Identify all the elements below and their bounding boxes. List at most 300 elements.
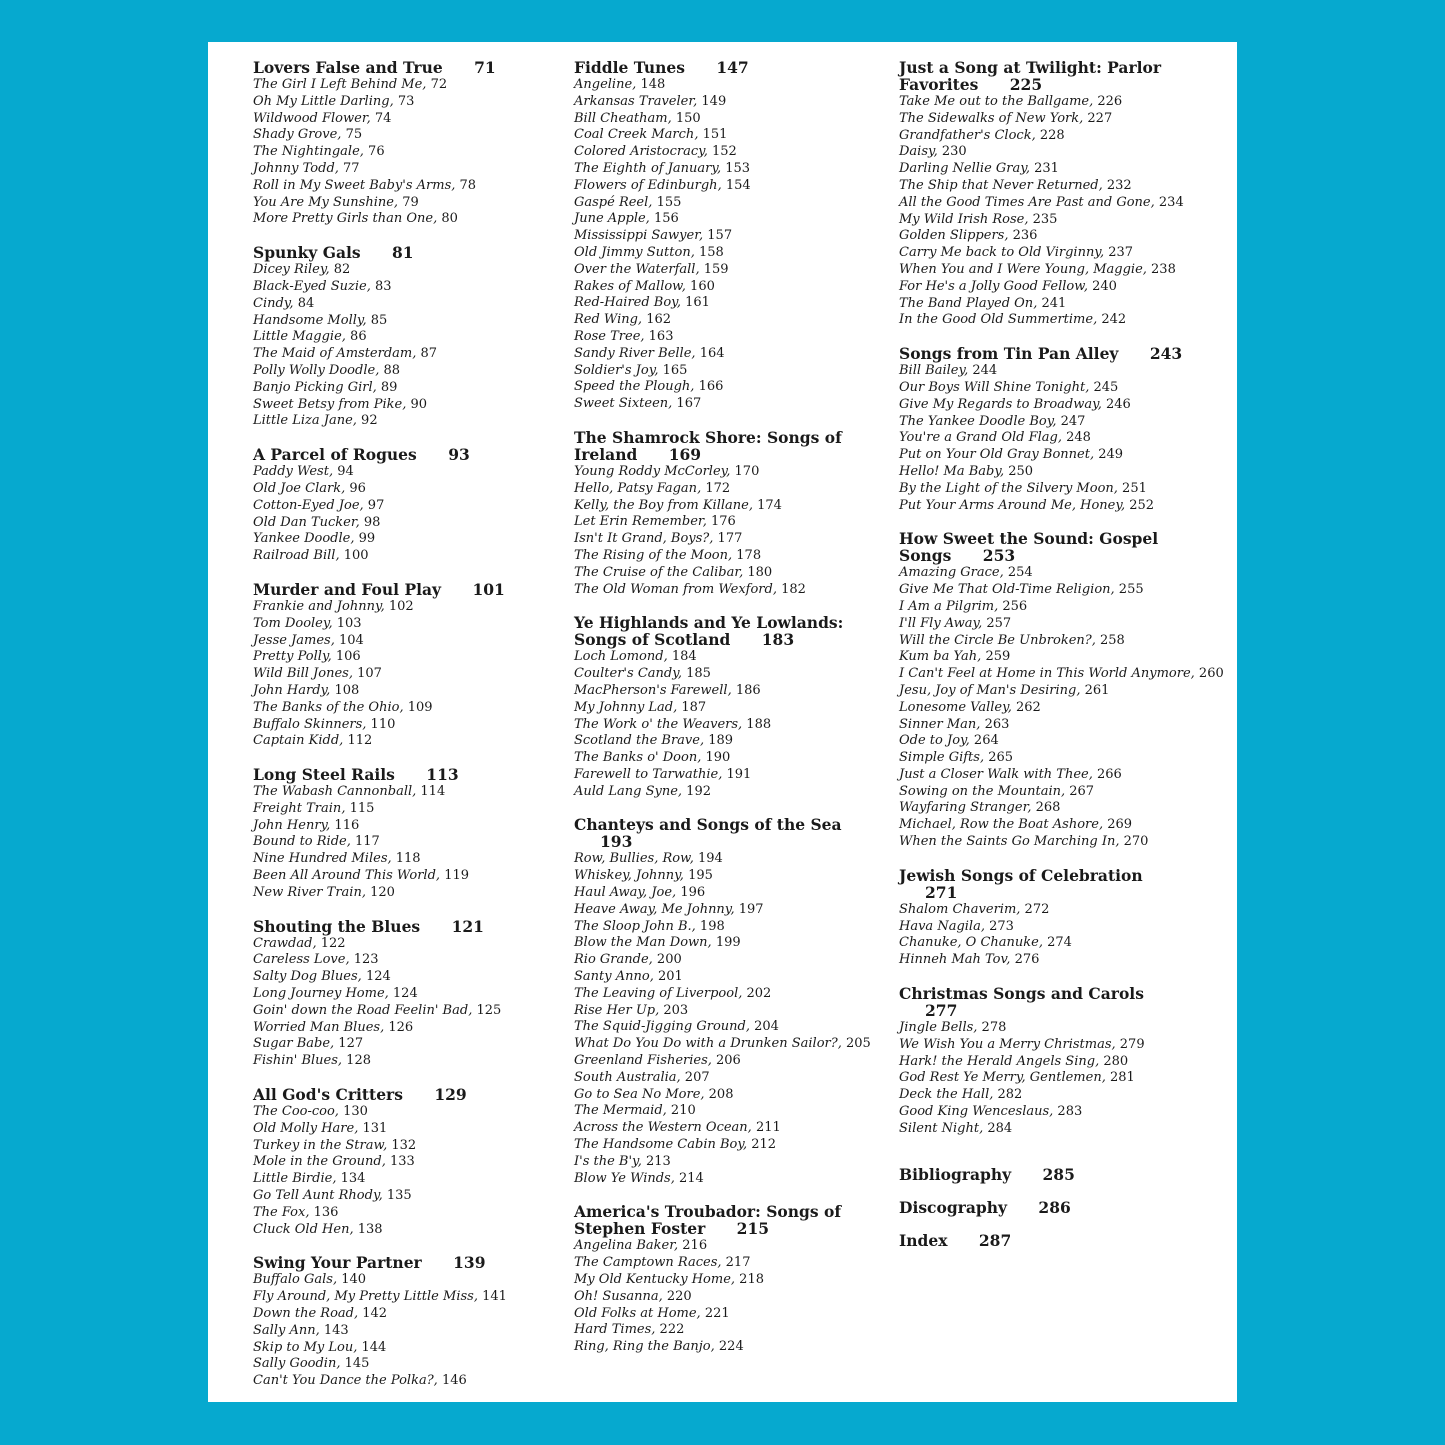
song-title: Wild Bill Jones [253,666,349,682]
song-page-number: 276 [1014,952,1040,968]
song-entry: Careless Love, 123 [253,952,379,968]
song-title: Buffalo Gals [253,1272,333,1288]
song-page-number: 257 [986,615,1012,631]
song-title: Little Birdie [253,1171,333,1187]
song-page-number: 203 [663,1002,689,1018]
song-title: Goin' down the Road Feelin' Bad [253,1002,469,1018]
song-entry: The Coo-coo, 130 [253,1104,368,1120]
song-title: Gaspé Reel [574,194,649,210]
song-page-number: 94 [337,464,354,480]
song-title: By the Light of the Silvery Moon [899,480,1114,496]
song-entry: Silent Night, 284 [899,1120,1013,1136]
song-title: Just a Closer Walk with Thee [899,766,1089,782]
section-page-number: 183 [761,630,795,650]
song-page-number: 260 [1198,666,1224,682]
song-page-number: 116 [334,817,360,833]
song-title: Jesu, Joy of Man's Desiring [899,682,1077,698]
song-title: Freight Train [253,800,342,816]
song-title: When You and I Were Young, Maggie [899,261,1143,277]
section-page-number: 147 [716,58,749,77]
section-title: Christmas Songs and Carols [899,984,1144,1004]
contents-section [574,429,884,598]
song-page-number: 200 [656,952,682,968]
song-entry: God Rest Ye Merry, Gentlemen, 281 [899,1070,1135,1086]
song-title: Careless Love [253,952,346,968]
song-title: Been All Around This World [253,868,436,884]
song-page-number: 124 [365,969,391,985]
song-page-number: 100 [343,548,369,564]
song-page-number: 79 [402,194,419,210]
song-entry: Young Roddy McCorley, 170 [574,463,760,479]
song-entry: Speed the Plough, 166 [574,379,724,395]
song-title: Long Journey Home [253,986,385,1002]
song-title: Amazing Grace [899,565,1000,581]
section-title: A Parcel of Rogues [253,445,417,465]
song-title: Sinner Man [899,716,977,732]
song-title: Fly Around, My Pretty Little Miss [253,1289,474,1305]
song-page-number: 110 [370,716,396,732]
song-entry: Little Maggie, 86 [253,329,367,345]
song-page-number: 241 [1041,295,1067,311]
song-entry: John Hardy, 108 [253,682,360,698]
song-entry: Sugar Babe, 127 [253,1036,364,1052]
song-title: Heave Away, Me Johnny [574,901,731,917]
song-entry: Pretty Polly, 106 [253,649,361,665]
song-page-number: 163 [648,328,674,344]
song-entry: Little Birdie, 134 [253,1171,366,1187]
song-page-number: 198 [699,918,725,934]
song-title: Johnny Todd [253,160,335,176]
section-heading [574,59,884,76]
song-entry: I Can't Feel at Home in This World Anymore, 260 [899,666,1224,682]
song-title: Shady Grove [253,127,338,143]
back-matter-page-number: 287 [978,1230,1012,1250]
song-entry: Carry Me back to Old Virginny, 237 [899,245,1134,261]
song-title: Polly Wolly Doodle [253,362,376,378]
song-page-number: 207 [684,1069,710,1085]
song-title: Colored Aristocracy [574,144,704,160]
song-title: Old Jimmy Sutton [574,244,691,260]
song-title: John Henry [253,817,327,833]
song-entry: The Maid of Amsterdam, 87 [253,346,438,362]
song-page-number: 112 [347,733,373,749]
song-title: Rio Grande [574,952,649,968]
song-entry: You Are My Sunshine, 79 [253,194,419,210]
song-entry: Auld Lang Syne, 192 [574,783,711,799]
song-page-number: 74 [374,110,392,126]
section-heading [574,614,884,648]
song-entry: Rio Grande, 200 [574,952,682,968]
contents-section [899,985,1199,1138]
song-entry: Give Me That Old-Time Religion, 255 [899,582,1144,598]
section-heading [253,766,563,783]
song-entry: Old Joe Clark, 96 [253,480,366,496]
song-entry: Greenland Fisheries, 206 [574,1053,741,1069]
song-page-number: 154 [725,177,751,193]
song-page-number: 196 [680,885,706,901]
song-title: Blow Ye Winds [574,1170,671,1186]
section-title: Murder and Foul Play [253,579,442,599]
song-title: Go to Sea No More [574,1086,701,1102]
song-page-number: 265 [988,750,1014,766]
song-page-number: 268 [1035,800,1061,816]
section-page-number: 271 [925,882,958,902]
song-entry: MacPherson's Farewell, 186 [574,682,761,698]
song-entry: Handsome Molly, 85 [253,312,388,328]
section-title: How Sweet the Sound: Gospel Songs [899,529,1159,566]
song-entry: Sandy River Belle, 164 [574,345,725,361]
song-entry: Red-Haired Boy, 161 [574,295,710,311]
song-entry: Bill Cheatham, 150 [574,110,701,126]
song-entry: My Wild Irish Rose, 235 [899,211,1058,227]
song-title: Shalom Chaverim [899,901,1017,917]
song-title: Soldier's Joy [574,362,655,378]
song-entry: Row, Bullies, Row, 194 [574,851,723,867]
song-page-number: 212 [751,1137,777,1153]
song-title: My Wild Irish Rose [899,211,1025,227]
song-page-number: 245 [1093,379,1119,395]
section-heading [899,59,1199,93]
song-page-number: 170 [734,463,760,479]
song-entry: The Mermaid, 210 [574,1103,696,1119]
song-title: South Australia [574,1069,677,1085]
song-title: Crawdad [253,935,313,951]
song-page-number: 267 [1069,783,1095,799]
song-entry: Can't You Dance the Polka?, 146 [253,1373,467,1389]
song-entry: The Eighth of January, 153 [574,160,751,176]
song-entry: I's the B'y, 213 [574,1153,671,1169]
section-title: Jewish Songs of Celebration [899,865,1143,885]
song-page-number: 119 [444,868,470,884]
song-entry: Sweet Sixteen, 167 [574,396,702,412]
contents-section [574,614,884,800]
song-title: Put Your Arms Around Me, Honey [899,497,1121,513]
song-page-number: 128 [346,1053,371,1069]
song-page-number: 284 [987,1120,1013,1136]
song-entry: Will the Circle Be Unbroken?, 258 [899,632,1125,648]
song-page-number: 123 [353,952,379,968]
song-entry: Fly Around, My Pretty Little Miss, 141 [253,1289,507,1305]
song-title: Grandfather's Clock [899,127,1032,143]
song-entry: The Sloop John B., 198 [574,918,725,934]
song-title: Can't You Dance the Polka? [253,1373,434,1389]
song-page-number: 273 [989,918,1014,934]
song-entry: Good King Wenceslaus, 283 [899,1104,1083,1120]
song-entry: Sowing on the Mountain, 267 [899,783,1095,799]
song-title: Sugar Babe [253,1036,331,1052]
back-matter [899,1166,1199,1249]
contents-section [253,446,563,565]
song-entry: Farewell to Tarwathie, 191 [574,766,752,782]
song-entry: Oh My Little Darling, 73 [253,93,415,109]
song-title: The Nightingale [253,144,360,160]
section-heading [899,345,1199,362]
song-title: Chanuke, O Chanuke [899,935,1039,951]
song-entry: Over the Waterfall, 159 [574,261,729,277]
song-entry: Take Me out to the Ballgame, 226 [899,94,1123,109]
song-page-number: 158 [698,244,724,260]
section-title: Swing Your Partner [253,1253,422,1273]
song-entry: My Johnny Lad, 187 [574,699,707,715]
song-title: Old Folks at Home [574,1305,697,1321]
song-title: The Cruise of the Calibar [574,564,740,580]
song-title: The Camptown Races [574,1255,718,1271]
song-page-number: 252 [1129,497,1155,513]
song-entry: Black-Eyed Suzie, 83 [253,278,392,294]
song-title: Roll in My Sweet Baby's Arms [253,177,452,193]
song-page-number: 238 [1151,261,1176,277]
section-heading [253,581,563,598]
song-page-number: 270 [1123,834,1149,850]
song-page-number: 86 [350,329,367,345]
song-page-number: 195 [688,868,713,884]
song-page-number: 172 [705,480,731,496]
song-page-number: 246 [1106,396,1131,412]
song-page-number: 182 [781,581,806,597]
song-title: Buffalo Skinners [253,716,363,732]
song-entry: The Work o' the Weavers, 188 [574,716,772,732]
song-page-number: 230 [941,144,967,160]
song-page-number: 235 [1032,211,1058,227]
song-entry: South Australia, 207 [574,1069,710,1085]
song-entry: Daisy, 230 [899,144,967,160]
song-title: We Wish You a Merry Christmas [899,1036,1112,1052]
song-page-number: 103 [336,615,362,631]
song-title: Rose Tree [574,328,641,344]
song-page-number: 247 [1060,413,1086,429]
song-page-number: 152 [712,144,737,160]
song-page-number: 142 [362,1306,388,1322]
section-title: Just a Song at Twilight: Parlor Favorites [899,58,1162,94]
song-entry: Crawdad, 122 [253,935,346,951]
song-page-number: 151 [702,127,728,143]
song-entry: The Handsome Cabin Boy, 212 [574,1137,777,1153]
song-page-number: 261 [1084,682,1110,698]
song-title: You Are My Sunshine [253,194,394,210]
song-page-number: 264 [973,733,999,749]
section-heading [574,816,884,850]
contents-section [253,59,563,228]
song-title: Yankee Doodle [253,531,351,547]
song-title: Put on Your Old Gray Bonnet [899,447,1090,463]
song-page-number: 108 [334,682,360,698]
song-entry: Skip to My Lou, 144 [253,1339,387,1355]
song-page-number: 177 [717,531,743,547]
song-page-number: 109 [407,699,433,715]
song-entry: Scotland the Brave, 189 [574,733,734,749]
song-entry: Chanuke, O Chanuke, 274 [899,935,1072,951]
song-page-number: 134 [340,1171,366,1187]
song-title: Cotton-Eyed Joe [253,497,360,513]
contents-section [574,59,884,413]
song-title: Loch Lomond [574,649,664,665]
contents-column-3 [899,58,1224,1265]
song-entry: Blow Ye Winds, 214 [574,1170,704,1186]
song-title: Let Erin Remember [574,514,703,530]
song-title: New River Train [253,884,362,900]
song-entry: In the Good Old Summertime, 242 [899,312,1127,328]
song-page-number: 166 [698,379,724,395]
contents-section [253,581,563,750]
song-title: Santy Anno [574,969,650,985]
song-entry: Deck the Hall, 282 [899,1087,1023,1103]
song-page-number: 262 [1016,699,1041,715]
song-entry: Loch Lomond, 184 [574,649,697,665]
song-title: MacPherson's Farewell [574,682,728,698]
song-page-number: 218 [739,1272,764,1288]
song-title: Farewell to Tarwathie [574,766,719,782]
song-entry: Hinneh Mah Tov, 276 [899,952,1040,968]
song-entry: All the Good Times Are Past and Gone, 234 [899,194,1184,210]
song-page-number: 228 [1039,127,1065,143]
contents-section [899,529,1224,851]
song-entry: Mole in the Ground, 133 [253,1154,415,1170]
song-title: Cluck Old Hen [253,1221,350,1237]
song-entry: Frankie and Johnny, 102 [253,598,414,614]
section-page-number: 101 [472,579,505,599]
song-title: June Apple [574,211,646,227]
song-entry: For He's a Jolly Good Fellow, 240 [899,278,1117,294]
song-page-number: 208 [708,1086,734,1102]
song-title: Tom Dooley [253,615,329,631]
song-entry: Polly Wolly Doodle, 88 [253,362,400,378]
song-title: More Pretty Girls than One [253,211,434,227]
song-entry: The Leaving of Liverpool, 202 [574,985,772,1001]
song-title: Auld Lang Syne [574,783,678,799]
song-title: Young Roddy McCorley [574,463,727,479]
song-title: When the Saints Go Marching In [899,834,1116,850]
song-entry: Lonesome Valley, 262 [899,699,1041,715]
song-title: The Leaving of Liverpool [574,985,739,1001]
song-page-number: 202 [746,985,772,1001]
song-entry: Turkey in the Straw, 132 [253,1137,417,1153]
song-entry: Cotton-Eyed Joe, 97 [253,497,385,513]
song-entry: Long Journey Home, 124 [253,986,418,1002]
section-heading [253,918,563,935]
song-entry: Simple Gifts, 265 [899,750,1014,766]
contents-column-1 [253,59,563,1406]
song-page-number: 255 [1118,582,1144,598]
song-entry: The Old Woman from Wexford, 182 [574,581,806,597]
song-page-number: 194 [697,851,723,867]
contents-section [899,345,1199,514]
song-page-number: 88 [383,362,400,378]
song-page-number: 281 [1109,1070,1135,1086]
song-title: Hark! the Herald Angels Sing [899,1053,1096,1069]
song-page-number: 266 [1097,766,1122,782]
song-page-number: 140 [341,1272,367,1288]
song-entry: More Pretty Girls than One, 80 [253,211,458,227]
song-page-number: 73 [397,93,415,109]
song-entry: Haul Away, Joe, 196 [574,885,706,901]
song-entry: New River Train, 120 [253,884,395,900]
song-entry: Colored Aristocracy, 152 [574,144,737,160]
song-title: Little Maggie [253,329,342,345]
song-page-number: 126 [388,1019,414,1035]
song-page-number: 98 [363,514,381,530]
back-matter-title: Index [899,1230,948,1250]
song-page-number: 92 [361,413,378,429]
song-page-number: 106 [335,649,361,665]
song-entry: Captain Kidd, 112 [253,733,373,749]
song-entry: Go Tell Aunt Rhody, 135 [253,1188,412,1204]
section-title: America's Troubador: Songs of Stephen Foster [574,1202,841,1239]
song-title: Give Me That Old-Time Religion [899,582,1111,598]
song-entry: Been All Around This World, 119 [253,868,470,884]
song-title: Hava Nagila [899,918,981,934]
song-entry: Blow the Man Down, 199 [574,935,741,951]
song-entry: Sinner Man, 263 [899,716,1010,732]
song-entry: Freight Train, 115 [253,800,375,816]
song-title: The Maid of Amsterdam [253,346,413,362]
song-title: Row, Bullies, Row [574,851,690,867]
song-title: Will the Circle Be Unbroken? [899,632,1092,648]
song-entry: I'll Fly Away, 257 [899,615,1012,631]
song-page-number: 180 [747,564,773,580]
song-entry: Nine Hundred Miles, 118 [253,851,421,867]
song-page-number: 197 [738,901,764,917]
song-title: You're a Grand Old Flag [899,430,1058,446]
section-heading [253,244,563,261]
song-title: Cindy [253,295,290,311]
song-page-number: 125 [476,1002,502,1018]
song-title: Golden Slippers [899,228,1005,244]
song-entry: Hello, Patsy Fagan, 172 [574,480,731,496]
song-title: All the Good Times Are Past and Gone [899,194,1151,210]
song-entry: Michael, Row the Boat Ashore, 269 [899,817,1133,833]
song-title: Turkey in the Straw [253,1137,384,1153]
song-title: Go Tell Aunt Rhody [253,1188,379,1204]
song-entry: The Ship that Never Returned, 232 [899,177,1132,193]
song-page-number: 256 [1002,598,1028,614]
song-title: Coal Creek March [574,127,695,143]
song-title: Captain Kidd [253,733,340,749]
song-page-number: 104 [339,632,364,648]
song-title: Oh! Susanna [574,1288,659,1304]
song-entry: Santy Anno, 201 [574,969,683,985]
section-page-number: 215 [736,1219,770,1239]
song-page-number: 97 [367,497,385,513]
song-entry: Cindy, 84 [253,295,315,311]
song-title: The Girl I Left Behind Me [253,77,423,92]
song-title: Bill Cheatham [574,110,668,126]
song-title: Down the Road [253,1306,354,1322]
song-page-number: 224 [718,1339,744,1355]
song-entry: Our Boys Will Shine Tonight, 245 [899,379,1119,395]
song-entry: Oh! Susanna, 220 [574,1288,692,1304]
song-page-number: 83 [375,278,392,294]
song-title: Arkansas Traveler [574,93,694,109]
song-entry: The Sidewalks of New York, 227 [899,110,1113,126]
section-page-number: 277 [925,1001,958,1021]
song-entry: Old Dan Tucker, 98 [253,514,381,530]
song-entry: Flowers of Edinburgh, 154 [574,177,751,193]
song-page-number: 127 [338,1036,364,1052]
song-title: Ode to Joy [899,733,966,749]
song-page-number: 187 [681,699,707,715]
song-page-number: 78 [459,177,477,193]
song-entry: Let Erin Remember, 176 [574,514,736,530]
song-page-number: 160 [690,278,715,294]
song-page-number: 191 [726,766,752,782]
section-title: Chanteys and Songs of the Sea [574,815,842,835]
song-title: Take Me out to the Ballgame [899,94,1090,109]
song-page-number: 89 [380,379,398,395]
song-title: Jingle Bells [899,1020,974,1036]
song-title: Dicey Riley [253,262,326,278]
song-title: What Do You Do with a Drunken Sailor? [574,1036,838,1052]
song-title: The Work o' the Weavers [574,716,739,732]
